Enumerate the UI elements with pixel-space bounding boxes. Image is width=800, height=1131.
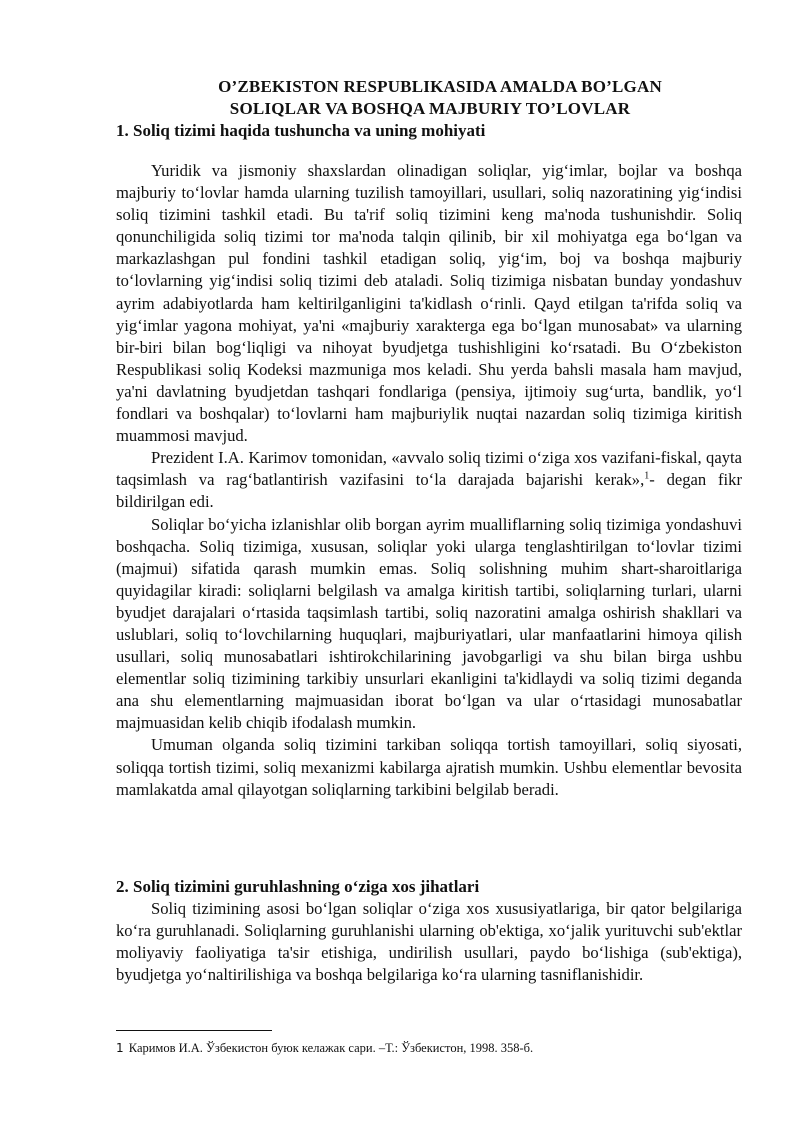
- paragraph-4: Umuman olganda soliq tizimini tarkiban soliqqa tortish tamoyillari, soliq siyosati, soliqqa tortish tizimi, soliq mexanizmi kabilarga ajratish mumkin. Ushbu elementlar bevosita mamlakatda amal qilayotgan soliqlarning tarkibini belgilab beradi.: [116, 735, 742, 799]
- section-2-heading: 2. Soliq tizimini guruhlashning o‘ziga xos jihatlari: [116, 877, 480, 896]
- section-2-body: [116, 898, 742, 986]
- document-title-line-2: SOLIQLAR VA BOSHQA MAJBURIY TO’LOVLAR: [229, 99, 631, 118]
- paragraph-1: Yuridik va jismoniy shaxslardan olinadigan soliqlar, yig‘imlar, bojlar va boshqa majburiy to‘lovlar hamda ularning tuzilish tamoyillari, usullari, soliq nazoratining yig‘indisi soliq tizimini tashkil etadi. Bu ta'rif soliq tizimini keng ma'noda tushunishdir. Soliq qonunchiligida soliq tizimi tor ma'noda talqin qilinib, bir xil mohiyatga ega bo‘lgan va markazlashgan pul fondini tashkil etadigan soliq, yig‘im, boj va boshqa majburiy to‘lovlarning yig‘indisi soliq tizimi deb ataladi. Soliq tizimiga nisbatan bunday yondashuv ayrim adabiyotlarda ham keltirilganligini ta'kidlash o‘rinli. Qayd etilgan ta'rifda soliq va yig‘imlar yagona mohiyat, ya'ni «majburiy xarakterga ega bo‘lgan munosabat» va ularning bir-biri bilan bog‘liqligi va nihoyat byudjetga tushishligini ko‘rsatadi. Bu O‘zbekiston Respublikasi soliq Kodeksi mazmuniga mos keladi. Shu yerda bahsli masala ham mavjud, ya'ni davlatning byudjetdan tashqari fondlariga (pensiya, ijtimoiy sug‘urta, bandlik, yo‘l fondlari va boshqalar) to‘lovlarni ham majburiylik nuqtai nazardan soliq tizimiga kiritish muammosi mavjud.: [116, 161, 742, 446]
- footnote-divider: [116, 1030, 272, 1031]
- section-1-body: [116, 160, 742, 801]
- paragraph-2-quote: [116, 447, 742, 513]
- quote-tail: - degan fikr bildirilgan edi.: [116, 470, 742, 512]
- footnote: [116, 1040, 756, 1056]
- footnote-text: Каримов И.А. Ўзбекистон буюк келажак сари. –Т.: Ўзбекистон, 1998. 358-б.: [128, 1041, 534, 1055]
- footnote-mark: 1: [116, 1041, 124, 1055]
- paragraph-5: Soliq tizimining asosi bo‘lgan soliqlar o‘ziga xos xususiyatlariga, bir qator belgilariga ko‘ra guruhlanadi. Soliqlarning guruhlanishi ularning ob'ektiga, xo‘jalik yurituvchi sub'ektlar moliyaviy faoliyatiga ta'sir etishiga, undirilish usullari, paydo bo‘lishiga (sub'ektiga), byudjetga yo‘naltirilishiga va boshqa belgilariga ko‘ra ularning tasniflanishidir.: [116, 899, 742, 985]
- footnote-reference[interactable]: 1: [644, 470, 650, 482]
- quote-text: Prezident I.A. Karimov tomonidan, «avvalo soliq tizimi o‘ziga xos vazifani-fiskal, qayta taqsimlash va rag‘batlantirish vazifasini to‘la darajada bajarishi kerak»,: [116, 448, 742, 490]
- paragraph-3: Soliqlar bo‘yicha izlanishlar olib borgan ayrim mualliflarning soliq tizimiga yondashuvi boshqacha. Soliq tizimiga, xususan, soliqlar yoki ularga tenglashtirilgan to‘lovlar tizimi (majmui) sifatida qarash mumkin emas. Soliq solishning muhim shart-sharoitlariga quyidagilar kiradi: soliqlarni belgilash va amalga kiritish tartibi, soliqlarning turlari, ularni byudjet darajalari o‘rtasida taqsimlash tartibi, soliq nazoratini amalga oshirish shakllari va uslublari, soliq to‘lovchilarning huquqlari, majburiyatlari, ular manfaatlarini himoya qilish usullari, soliq munosabatlari ishtirokchilarining javobgarligi va shu bilan birga ushbu elementlar soliq tizimining tarkibiy unsurlari ekanligini ta'kidlaydi va soliq tizimi deganda ana shu elementlarning majmuasidan iborat bo‘lgan va ular o‘rtasidagi munosabatlar majmuasidan kelib chiqib ifodalash mumkin.: [116, 514, 742, 733]
- section-1-heading: 1. Soliq tizimi haqida tushuncha va uning mohiyati: [116, 121, 486, 140]
- document-title-line-1: O’ZBEKISTON RESPUBLIKASIDA AMALDA BO’LGAN: [218, 77, 662, 96]
